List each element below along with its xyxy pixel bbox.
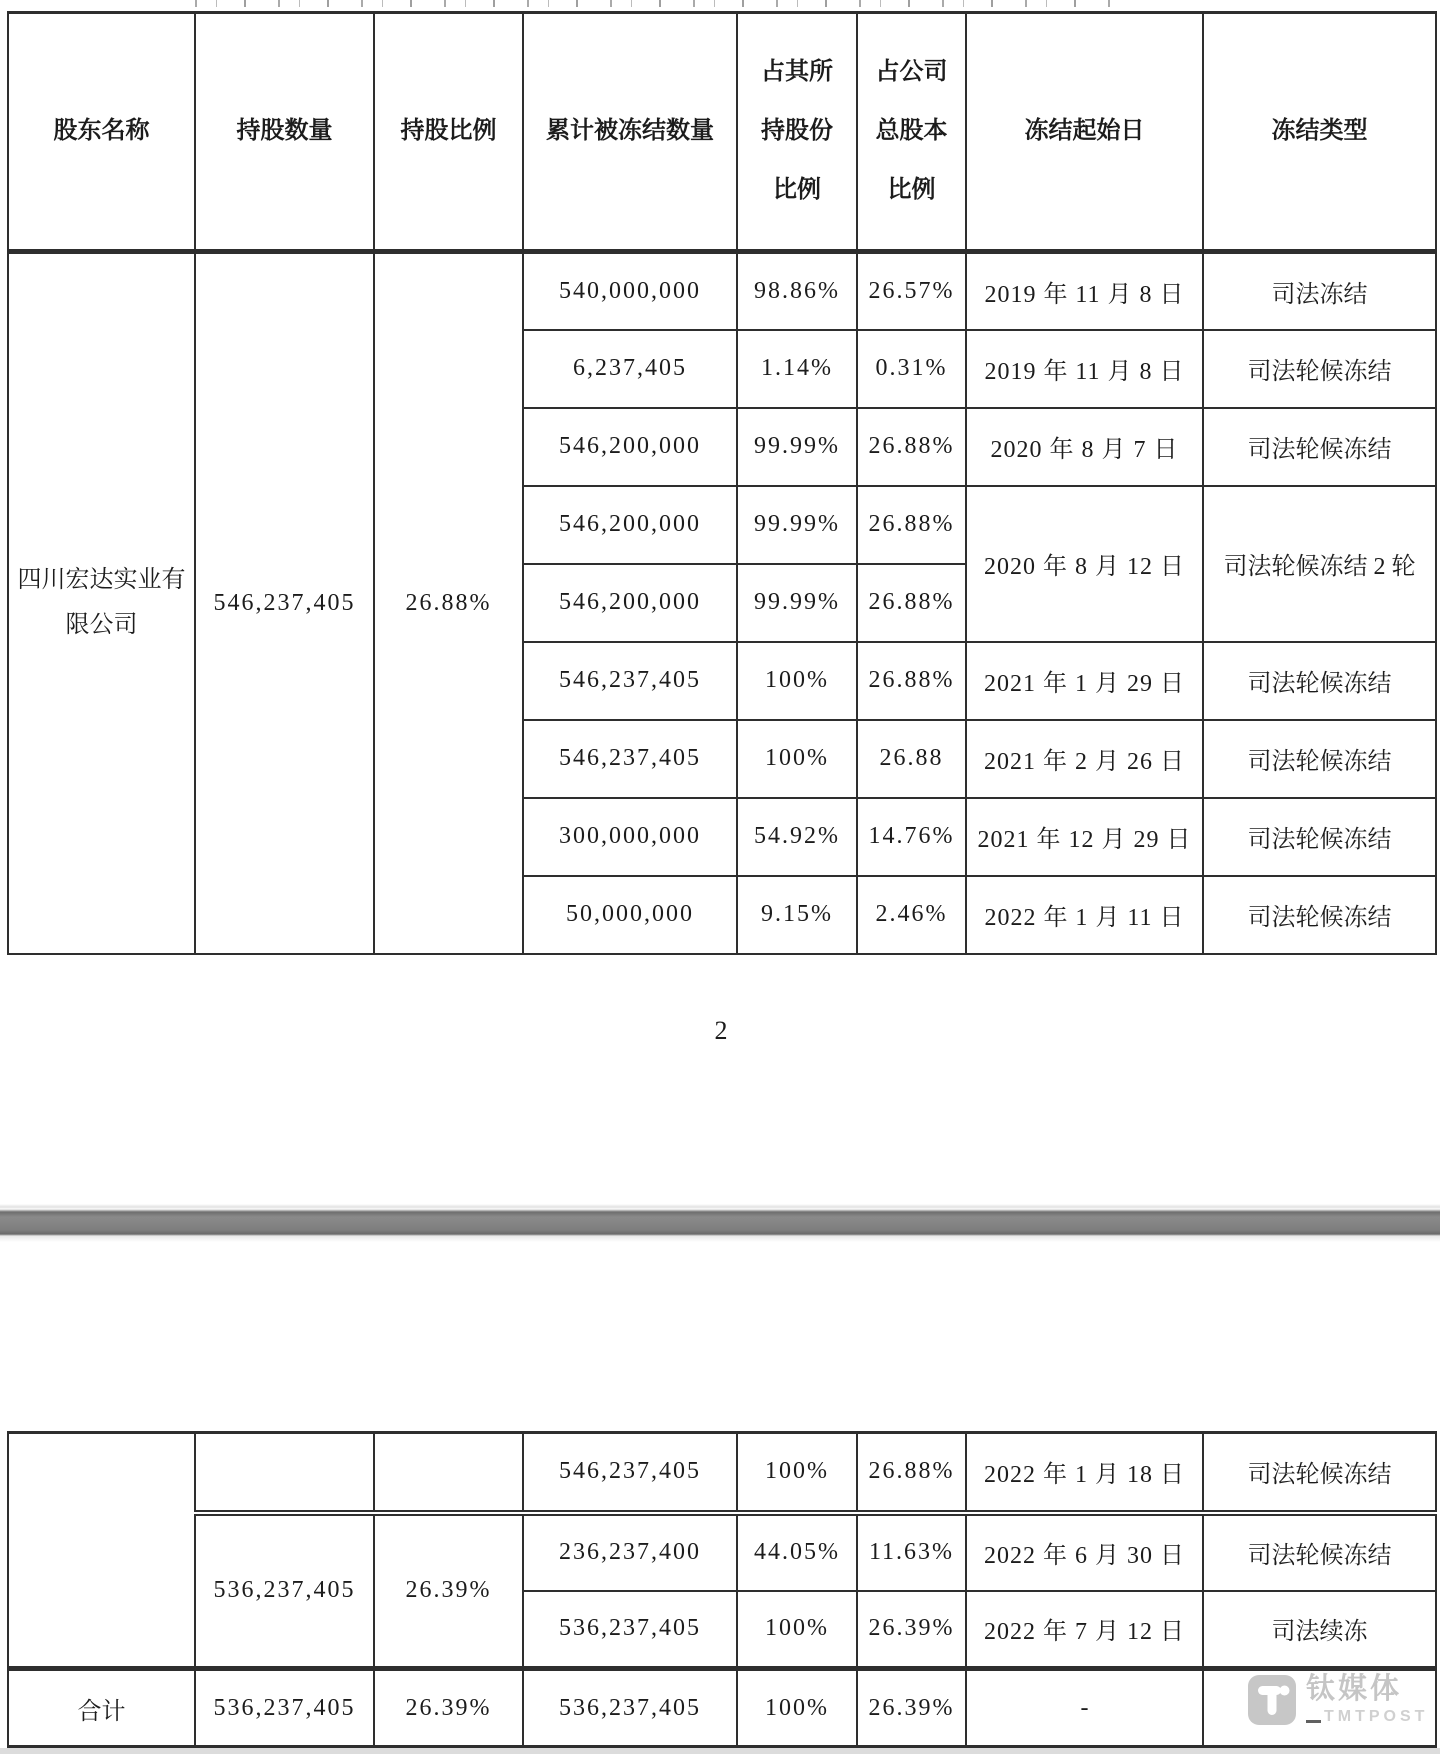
cell-frozen-amount: 546,200,000 [523, 408, 737, 486]
cell-freeze-type: 司法轮候冻结 [1203, 1433, 1436, 1513]
cell-freeze-type: 司法轮候冻结 [1203, 798, 1436, 876]
page-number: 2 [714, 1016, 728, 1045]
cell-freeze-start: 2021 年 12 月 29 日 [966, 798, 1203, 876]
cell-freeze-start: 2019 年 11 月 8 日 [966, 252, 1203, 330]
cell-freeze-start: 2020 年 8 月 7 日 [966, 408, 1203, 486]
cell-frozen-amount: 536,237,405 [523, 1591, 737, 1669]
cell-frozen-amount: 546,200,000 [523, 486, 737, 564]
cell-freeze-start: 2022 年 6 月 30 日 [966, 1513, 1203, 1591]
cell-pct-of-total: 26.88% [857, 642, 966, 720]
cell-freeze-type: 司法轮候冻结 [1203, 1513, 1436, 1591]
table-header-row [8, 13, 1436, 252]
header-shareholding-ratio: 持股比例 [374, 13, 523, 252]
cell-pct-of-total: 14.76% [857, 798, 966, 876]
frozen-shares-table-page1 [7, 11, 1437, 955]
cell-freeze-type: 司法轮候冻结 [1203, 408, 1436, 486]
cell-pct-of-total: 26.88% [857, 486, 966, 564]
cell-frozen-amount: 236,237,400 [523, 1513, 737, 1591]
tmtpost-logo-icon [1247, 1674, 1297, 1731]
cell-freeze-type: 司法轮候冻结 [1203, 876, 1436, 954]
cell-pct-of-held: 100% [737, 642, 857, 720]
cell-pct-of-held: 98.86% [737, 252, 857, 330]
watermark-brand-cn: 钛媒体 [1306, 1673, 1403, 1705]
cell-pct-of-total: 26.39% [857, 1591, 966, 1669]
cell-frozen-amount: 540,000,000 [523, 252, 737, 330]
cell-freeze-start: 2019 年 11 月 8 日 [966, 330, 1203, 408]
watermark-underscore-mark [1306, 1720, 1321, 1723]
cell-freeze-type: 司法轮候冻结 [1203, 642, 1436, 720]
cell-pct-of-held: 9.15% [737, 876, 857, 954]
header-pct-of-total: 占公司总股本比例 [857, 13, 966, 252]
cell-total-freeze-start: - [966, 1669, 1203, 1747]
cell-shareholding-ratio: 26.88% [374, 252, 523, 954]
cell-freeze-start: 2022 年 7 月 12 日 [966, 1591, 1203, 1669]
cell-total-shares-held: 536,237,405 [195, 1669, 374, 1747]
cell-total-frozen-amount: 536,237,405 [523, 1669, 737, 1747]
cell-frozen-amount: 546,237,405 [523, 642, 737, 720]
cell-total-label: 合计 [8, 1669, 195, 1747]
header-freeze-start-date: 冻结起始日 [966, 13, 1203, 252]
cell-shareholder-name-continued [8, 1433, 195, 1669]
page-break-divider [0, 1204, 1440, 1242]
cell-freeze-type: 司法冻结 [1203, 252, 1436, 330]
cell-shares-held-empty [195, 1433, 374, 1513]
cell-freeze-start: 2021 年 1 月 29 日 [966, 642, 1203, 720]
cell-shares-held: 536,237,405 [195, 1513, 374, 1669]
cell-total-pct-of-held: 100% [737, 1669, 857, 1747]
cell-pct-of-held: 99.99% [737, 564, 857, 642]
cell-pct-of-held: 44.05% [737, 1513, 857, 1591]
cell-freeze-start: 2022 年 1 月 18 日 [966, 1433, 1203, 1513]
next-page-divider-edge [0, 1748, 1440, 1754]
cell-total-pct-of-total: 26.39% [857, 1669, 966, 1747]
cell-pct-of-total: 26.88% [857, 408, 966, 486]
frozen-shares-table-page2 [7, 1431, 1437, 1748]
cell-frozen-amount: 546,237,405 [523, 720, 737, 798]
table-total-row [8, 1669, 1436, 1747]
cell-pct-of-held: 54.92% [737, 798, 857, 876]
tmtpost-watermark [1247, 1674, 1428, 1731]
table-row [8, 1513, 1436, 1591]
cell-freeze-type: 司法续冻 [1203, 1591, 1436, 1669]
cell-freeze-start: 2020 年 8 月 12 日 [966, 486, 1203, 642]
header-freeze-type: 冻结类型 [1203, 13, 1436, 252]
cell-freeze-type: 司法轮候冻结 [1203, 330, 1436, 408]
table-row [8, 1433, 1436, 1513]
cell-shareholding-ratio: 26.39% [374, 1513, 523, 1669]
cell-frozen-amount: 546,200,000 [523, 564, 737, 642]
cell-total-shareholding-ratio: 26.39% [374, 1669, 523, 1747]
cell-shareholding-ratio-empty [374, 1433, 523, 1513]
cell-pct-of-total: 26.57% [857, 252, 966, 330]
cell-freeze-type: 司法轮候冻结 [1203, 720, 1436, 798]
table-row [8, 252, 1436, 330]
cell-pct-of-held: 100% [737, 1591, 857, 1669]
cell-pct-of-held: 1.14% [737, 330, 857, 408]
cell-pct-of-held: 100% [737, 1433, 857, 1513]
cell-pct-of-held: 100% [737, 720, 857, 798]
cell-freeze-start: 2022 年 1 月 11 日 [966, 876, 1203, 954]
cell-freeze-type: 司法轮候冻结 2 轮 [1203, 486, 1436, 642]
clipped-text-remnant [195, 0, 1110, 7]
cell-freeze-start: 2021 年 2 月 26 日 [966, 720, 1203, 798]
watermark-brand-en-row [1306, 1708, 1428, 1726]
header-shares-held: 持股数量 [195, 13, 374, 252]
cell-pct-of-total: 2.46% [857, 876, 966, 954]
cell-shareholder-name: 四川宏达实业有限公司 [8, 252, 195, 954]
header-shareholder-name: 股东名称 [8, 13, 195, 252]
cell-pct-of-held: 99.99% [737, 486, 857, 564]
watermark-text [1306, 1674, 1428, 1726]
cell-frozen-amount: 300,000,000 [523, 798, 737, 876]
cell-pct-of-held: 99.99% [737, 408, 857, 486]
header-pct-of-held: 占其所持股份比例 [737, 13, 857, 252]
cell-pct-of-total: 26.88% [857, 564, 966, 642]
header-frozen-cumulative: 累计被冻结数量 [523, 13, 737, 252]
cell-pct-of-total: 0.31% [857, 330, 966, 408]
watermark-brand-en: TMTPOST [1324, 1707, 1429, 1725]
cell-frozen-amount: 546,237,405 [523, 1433, 737, 1513]
cell-frozen-amount: 6,237,405 [523, 330, 737, 408]
cell-pct-of-total: 11.63% [857, 1513, 966, 1591]
cell-pct-of-total: 26.88 [857, 720, 966, 798]
cell-frozen-amount: 50,000,000 [523, 876, 737, 954]
cell-shares-held: 546,237,405 [195, 252, 374, 954]
cell-pct-of-total: 26.88% [857, 1433, 966, 1513]
